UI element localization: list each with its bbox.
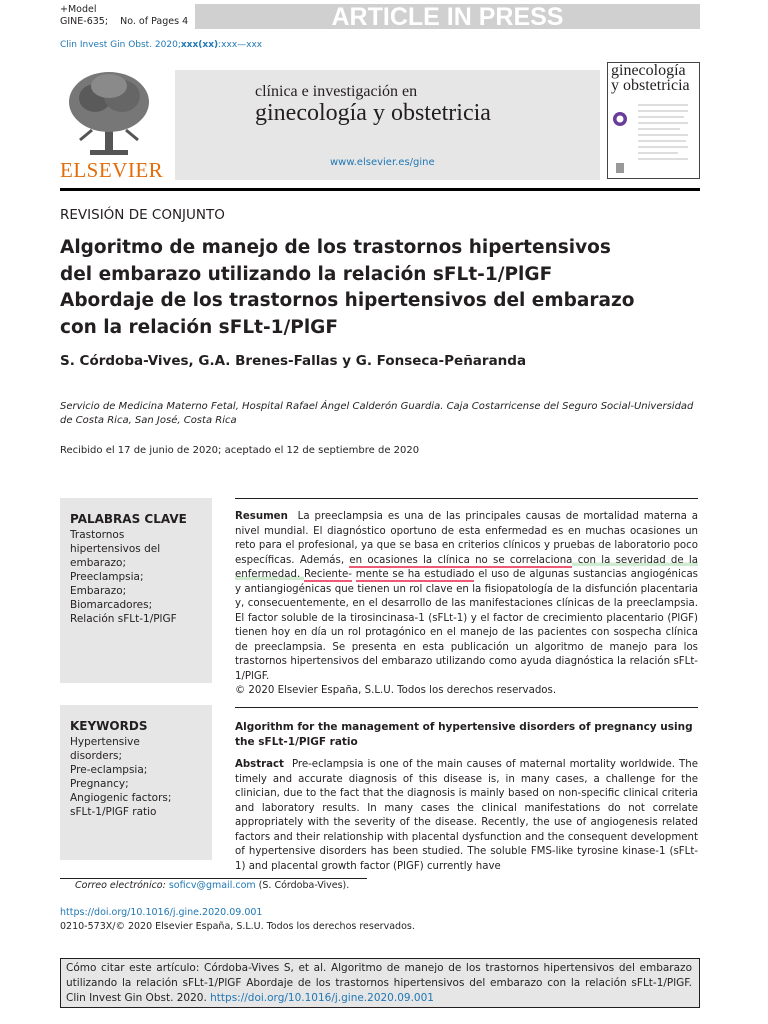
cover-title-line1: ginecología [611, 62, 686, 79]
keyword-item: embarazo; [70, 557, 127, 569]
title-line: con la relación sFLt-1/PlGF [60, 316, 338, 338]
keyword-item: Biomarcadores; [70, 599, 153, 611]
abstract-en-label: Abstract [235, 759, 284, 770]
abstract-es-rule [235, 498, 698, 499]
journal-subtitle: clínica e investigación en [255, 83, 418, 100]
keyword-item: Angiogenic factors; [70, 792, 172, 804]
article-title [60, 235, 700, 341]
issn-copyright: 0210-573X/© 2020 Elsevier España, S.L.U. Todos los derechos reservados. [60, 921, 415, 932]
journal-title: ginecología y obstetricia [255, 100, 491, 126]
keyword-item: Hypertensive [70, 736, 140, 748]
abstract-es-copyright: © 2020 Elsevier España, S.L.U. Todos los derechos reservados. [235, 685, 557, 696]
email-link[interactable]: soficv@gmail.com [168, 880, 256, 891]
author-list: S. Córdoba-Vives, G.A. Brenes-Fallas y G. Fonseca-Peñaranda [60, 353, 527, 369]
abstract-en-rule [235, 707, 698, 708]
how-to-cite-text: Cómo citar este artículo: Córdoba-Vives S, et al. Algoritmo de manejo de los trastornos hipertensivos del embarazo utilizando la relación sFLt-1/PlGF Abordaje de los trastornos hipertensivos del embarazo con la relación sFLt-1/PlGF. Clin Invest Gin Obst. 2020. https://doi.org/10.1016/j.gine.2020.09.001 [66, 962, 692, 1004]
keyword-item: disorders; [70, 750, 123, 762]
highlight-red: Reciente- [303, 569, 352, 580]
abstract-es-label: Resumen [235, 511, 288, 522]
page-count: No. of Pages 4 [120, 16, 189, 27]
affiliation: Servicio de Medicina Materno Fetal, Hospital Rafael Ángel Calderón Guardia. Caja Costarricense del Seguro Social-Universidad de Costa Rica, San José, Costa Rica [60, 401, 694, 426]
title-line: Abordaje de los trastornos hipertensivos del embarazo [60, 290, 635, 311]
abstract-en [235, 758, 698, 874]
keyword-item: Pre-eclampsia; [70, 764, 148, 776]
section-label: REVISIÓN DE CONJUNTO [60, 207, 225, 223]
keyword-item: Relación sFLt-1/PlGF [70, 613, 177, 625]
highlight-green: con la severidad de la enfermedad. [235, 554, 698, 580]
keywords-es-title: PALABRAS CLAVE [70, 512, 187, 526]
abstract-es: Resumen La preeclampsia es una de las principales causas de mortalidad materna a nivel mundial. El diagnóstico oportuno de esta enfermedad es en muchas ocasiones un reto para el profesional, ya que se basa en criterios clínicos y pruebas de laboratorio poco específicas. Además, en ocasiones la clínica no se correlaciona con la severidad de la enfermedad. Reciente- mente se ha estudiado el uso de algunas sustancias angiogénicas y antiangiogénicas que tienen un rol clave en la fisiopatología de la disfunción placentaria y, consecuentemente, en el desarrollo de las manifestaciones clínicas de la preeclampsia. El factor soluble de la tirosincinasa-1 (sFLt-1) y el factor de crecimiento placentario (PlGF) tienen hoy en día un rol protagónico en el manejo de las pacientes con sospecha clínica de preeclampsia. Se presenta en esta publicación un algoritmo de manejo para los trastornos hipertensivos del embarazo utilizando como ayuda diagnóstica la relación sFLt-1/PlGF. © 2020 Elsevier España, S.L.U. Todos los derechos reservados. [235, 510, 698, 699]
doi-link[interactable]: https://doi.org/10.1016/j.gine.2020.09.001 [60, 907, 263, 918]
keyword-item: Embarazo; [70, 585, 127, 597]
correspondence-email: Correo electrónico: soficv@gmail.com (S. Córdoba-Vives). [75, 880, 350, 891]
keyword-item: Pregnancy; [70, 778, 129, 790]
keyword-item: hipertensivos del [70, 543, 161, 555]
highlight-red: mente se ha estudiado [355, 569, 475, 580]
journal-citation: Clin Invest Gin Obst. 2020;xxx(xx):xxx—xxx [60, 40, 263, 50]
keywords-en-panel [60, 705, 212, 860]
abstract-en-title: Algorithm for the management of hypertensive disorders of pregnancy using the sFLt-1/PlGF ratio [235, 721, 693, 748]
model-label: +Model [60, 4, 97, 15]
gine-id: GINE-635; [60, 16, 109, 27]
keyword-item: Preeclampsia; [70, 571, 144, 583]
title-line: Algoritmo de manejo de los trastornos hipertensivos [60, 237, 611, 258]
keywords-en-title: KEYWORDS [70, 719, 148, 733]
footnote-rule [60, 878, 367, 879]
keyword-item: Trastornos [70, 529, 125, 541]
received-dates: Recibido el 17 de junio de 2020; aceptado el 12 de septiembre de 2020 [60, 445, 420, 456]
cover-title-line2: y obstetricia [611, 77, 690, 94]
article-in-press-text: ARTICLE IN PRESS [331, 3, 564, 31]
journal-url-link[interactable]: www.elsevier.es/gine [330, 157, 435, 168]
abstract-es-p1: La preeclampsia es una de las principales causas de mortalidad materna a nivel mundial. El diagnóstico oportuno de esta enfermedad es en muchas ocasiones un reto para el profesional, ya que se basa en criterios clínicos y pruebas de laboratorio poco específicas. [235, 511, 698, 566]
keyword-item: sFLt-1/PlGF ratio [70, 806, 157, 818]
manuscript-info [60, 16, 188, 27]
keywords-es-panel [60, 498, 212, 683]
highlight-red: en ocasiones la clínica no se correlaciona [349, 554, 573, 566]
title-line: del embarazo utilizando la relación sFLt-1/PlGF [60, 263, 553, 285]
abstract-en-text: Pre-eclampsia is one of the main causes of maternal mortality worldwide. The timely and accurate diagnosis of this disease is, in many cases, a challenge for the clinician, due to the fact that the diagnosis is mainly based on non-specific clinical criteria and laboratory results. In many cases the clinical manifestations do not correlate appropriately with the severity of the disease. Recently, the use of angiogenesis related factors and their relationship with placental dysfunction and the consequent development of hypertensive disorders has been studied. The soluble FMS-like tyrosine kinase-1 (sFLt-1) and placental growth factor (PlGF) currently have [235, 759, 698, 872]
elsevier-wordmark: ELSEVIER [60, 158, 164, 182]
header-divider [60, 188, 700, 191]
cite-doi-link[interactable]: https://doi.org/10.1016/j.gine.2020.09.001 [210, 992, 434, 1004]
